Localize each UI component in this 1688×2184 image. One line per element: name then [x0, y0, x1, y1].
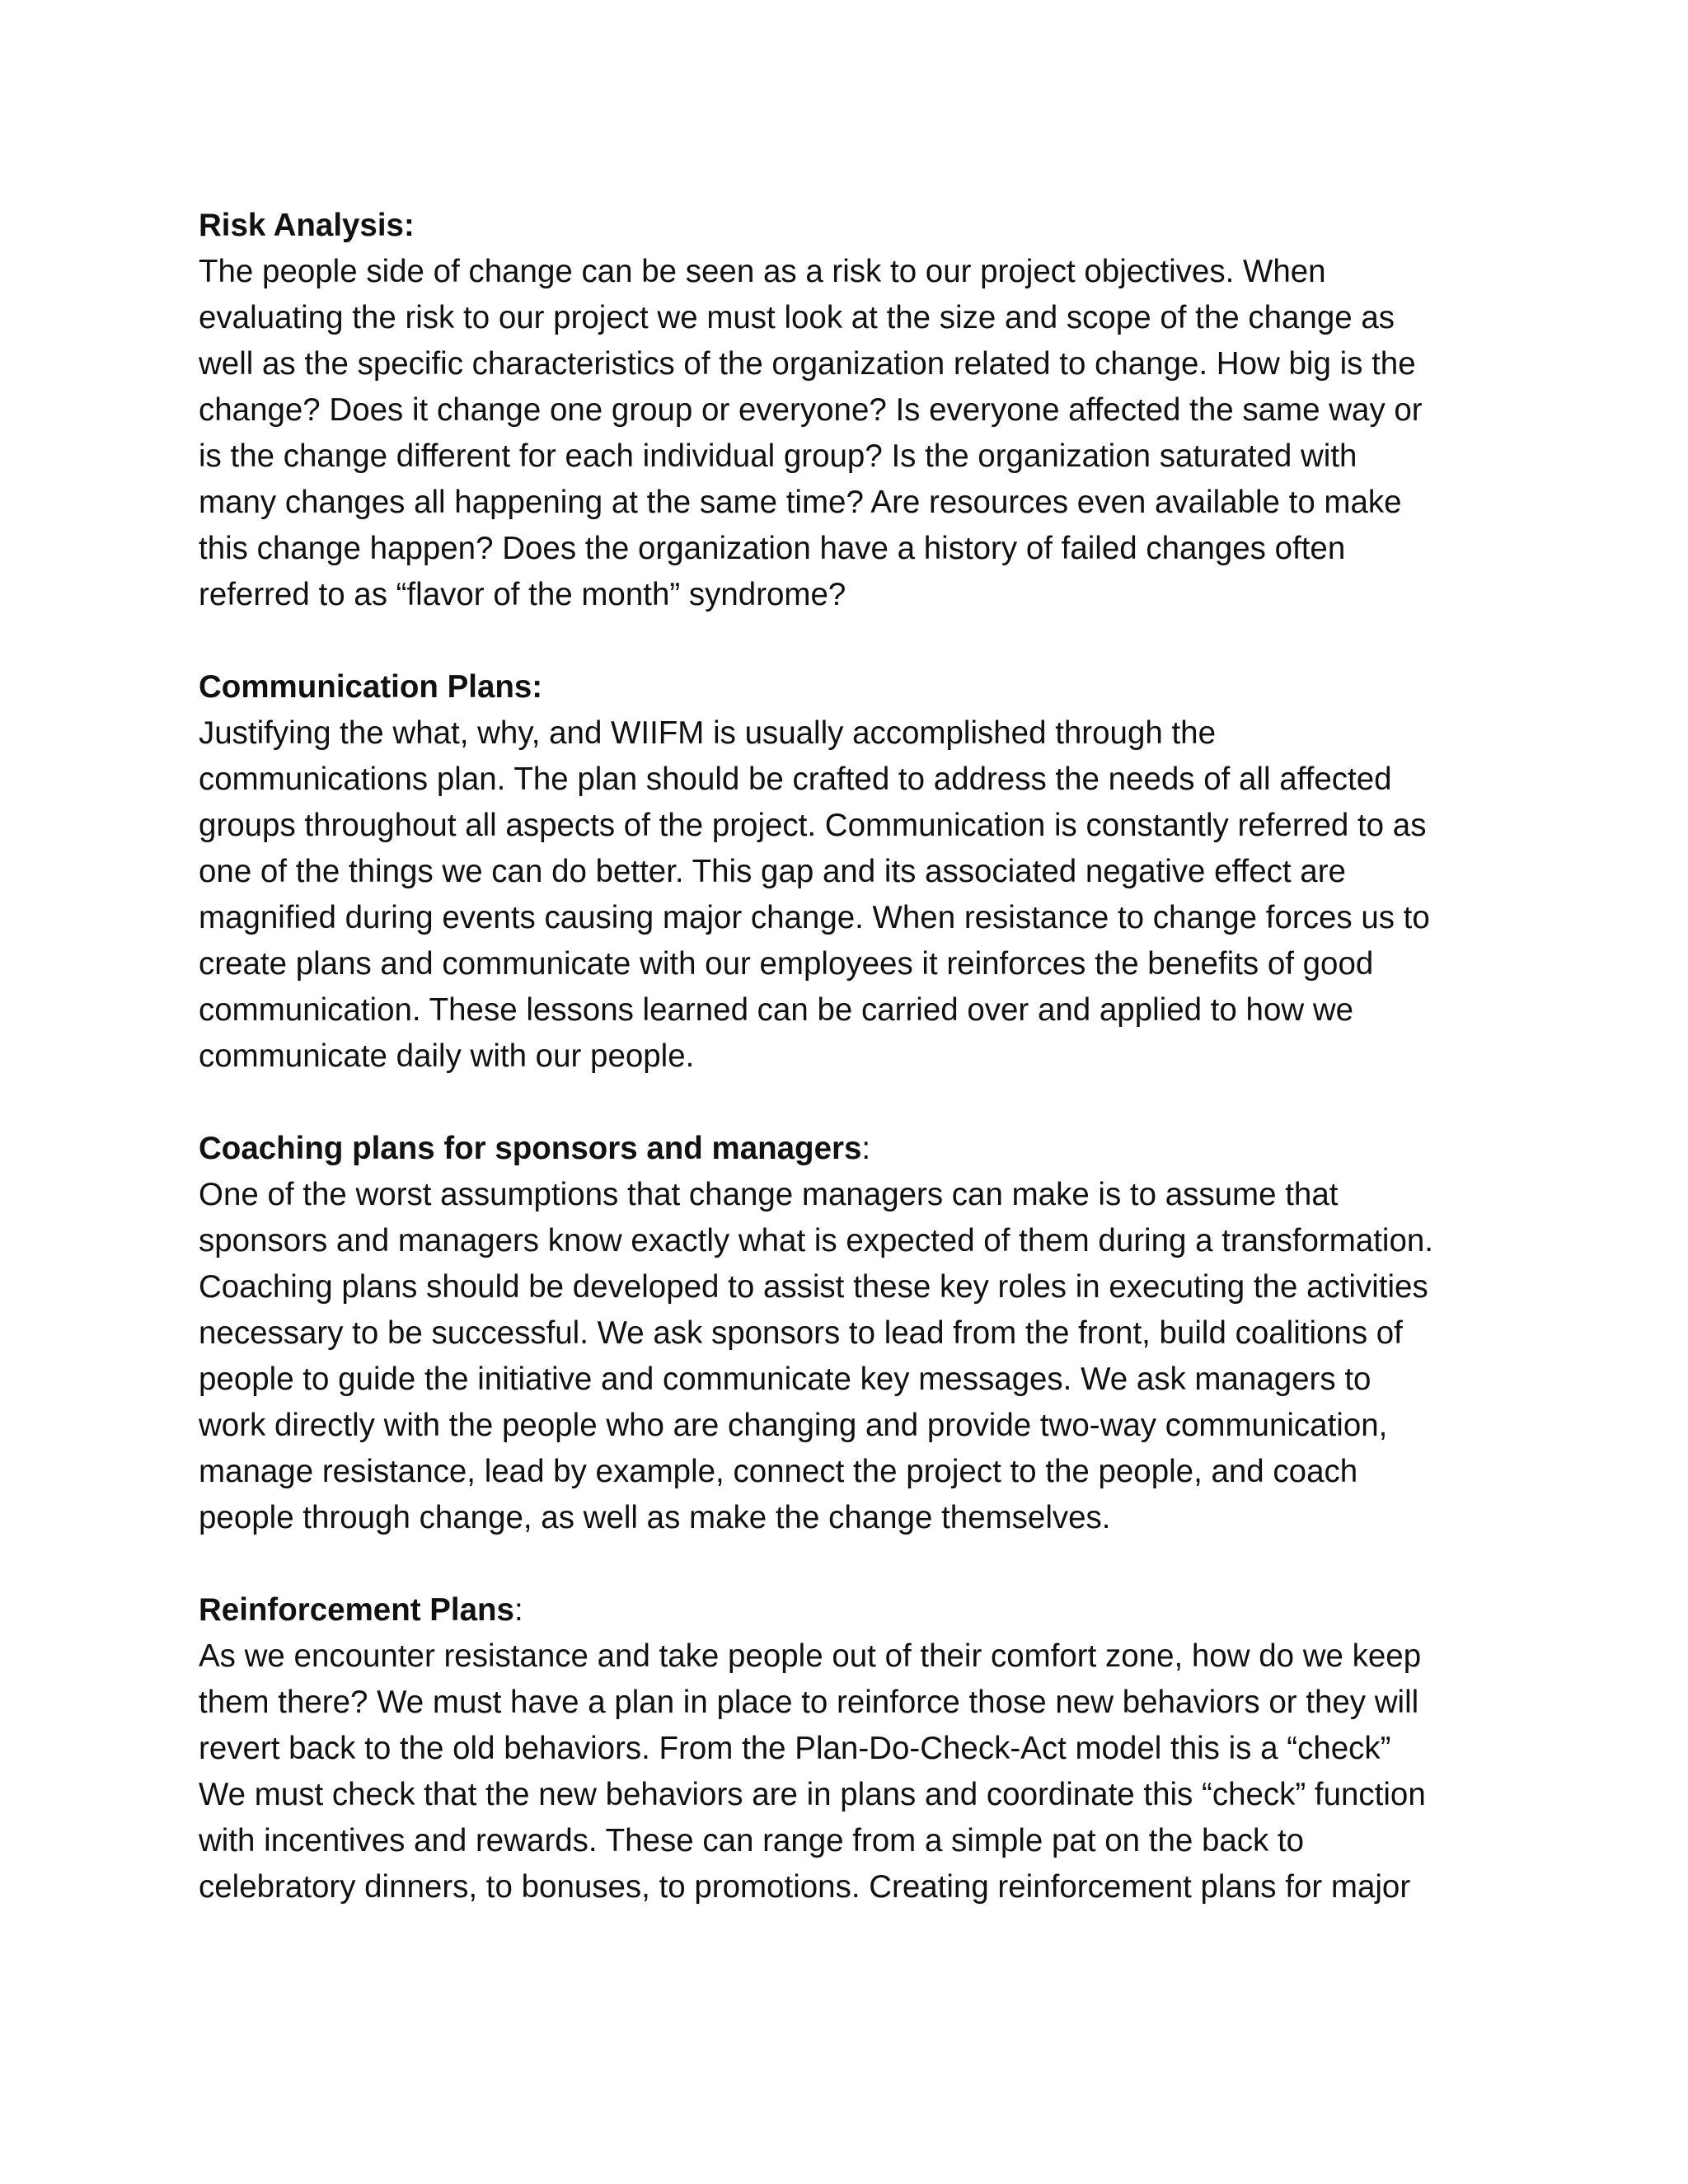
body-line: As we encounter resistance and take people out of their comfort zone, how do we keep	[199, 1638, 1422, 1674]
body-line: sponsors and managers know exactly what is expected of them during a transformation.	[199, 1223, 1434, 1258]
body-line: one of the things we can do better. This gap and its associated negative effect are	[199, 854, 1346, 889]
section-body	[199, 1633, 1517, 1910]
section-communication-plans	[199, 664, 1517, 1080]
section-heading	[199, 664, 1517, 710]
body-line: many changes all happening at the same time? Are resources even available to make	[199, 485, 1402, 520]
section-heading	[199, 1126, 1517, 1172]
section-body	[199, 249, 1517, 618]
document-page	[199, 203, 1517, 1957]
section-body	[199, 1172, 1517, 1541]
heading-text: Risk Analysis:	[199, 208, 415, 243]
body-line: The people side of change can be seen as a risk to our project objectives. When	[199, 254, 1326, 289]
section-coaching-plans	[199, 1126, 1517, 1541]
body-line: One of the worst assumptions that change managers can make is to assume that	[199, 1177, 1339, 1212]
heading-text: Communication Plans:	[199, 669, 543, 705]
section-heading	[199, 1587, 1517, 1633]
body-line: communicate daily with our people.	[199, 1038, 695, 1074]
body-line: this change happen? Does the organization have a history of failed changes often	[199, 531, 1346, 566]
body-line: Coaching plans should be developed to assist these key roles in executing the activities	[199, 1269, 1428, 1305]
body-line: We must check that the new behaviors are in plans and coordinate this “check” function	[199, 1777, 1426, 1812]
body-line: change? Does it change one group or everyone? Is everyone affected the same way or	[199, 392, 1423, 428]
body-line: Justifying the what, why, and WIIFM is usually accomplished through the	[199, 715, 1216, 751]
heading-text: Coaching plans for sponsors and managers	[199, 1131, 862, 1166]
body-line: communication. These lessons learned can be carried over and applied to how we	[199, 992, 1354, 1028]
body-line: referred to as “flavor of the month” syndrome?	[199, 577, 846, 612]
body-line: evaluating the risk to our project we must look at the size and scope of the change as	[199, 300, 1395, 335]
body-line: celebratory dinners, to bonuses, to promotions. Creating reinforcement plans for major	[199, 1869, 1411, 1905]
section-body	[199, 710, 1517, 1080]
body-line: them there? We must have a plan in place to reinforce those new behaviors or they will	[199, 1685, 1419, 1720]
heading-text: Reinforcement Plans	[199, 1592, 514, 1628]
body-line: necessary to be successful. We ask sponsors to lead from the front, build coalitions of	[199, 1315, 1403, 1351]
body-line: is the change different for each individual group? Is the organization saturated with	[199, 438, 1357, 474]
heading-suffix: :	[861, 1131, 871, 1166]
section-reinforcement-plans	[199, 1587, 1517, 1910]
body-line: revert back to the old behaviors. From the Plan-Do-Check-Act model this is a “check”	[199, 1731, 1391, 1766]
section-risk-analysis	[199, 203, 1517, 618]
body-line: well as the specific characteristics of the organization related to change. How big is the	[199, 346, 1416, 382]
body-line: people through change, as well as make the change themselves.	[199, 1500, 1111, 1535]
body-line: people to guide the initiative and communicate key messages. We ask managers to	[199, 1361, 1372, 1397]
section-heading	[199, 203, 1517, 249]
body-line: manage resistance, lead by example, connect the project to the people, and coach	[199, 1454, 1358, 1489]
body-line: create plans and communicate with our employees it reinforces the benefits of good	[199, 946, 1374, 982]
body-line: groups throughout all aspects of the project. Communication is constantly referred to as	[199, 808, 1427, 843]
body-line: work directly with the people who are changing and provide two-way communication,	[199, 1408, 1388, 1443]
body-line: magnified during events causing major change. When resistance to change forces us to	[199, 900, 1430, 935]
heading-suffix: :	[513, 1592, 523, 1628]
body-line: with incentives and rewards. These can range from a simple pat on the back to	[199, 1823, 1305, 1858]
body-line: communications plan. The plan should be crafted to address the needs of all affected	[199, 762, 1392, 797]
